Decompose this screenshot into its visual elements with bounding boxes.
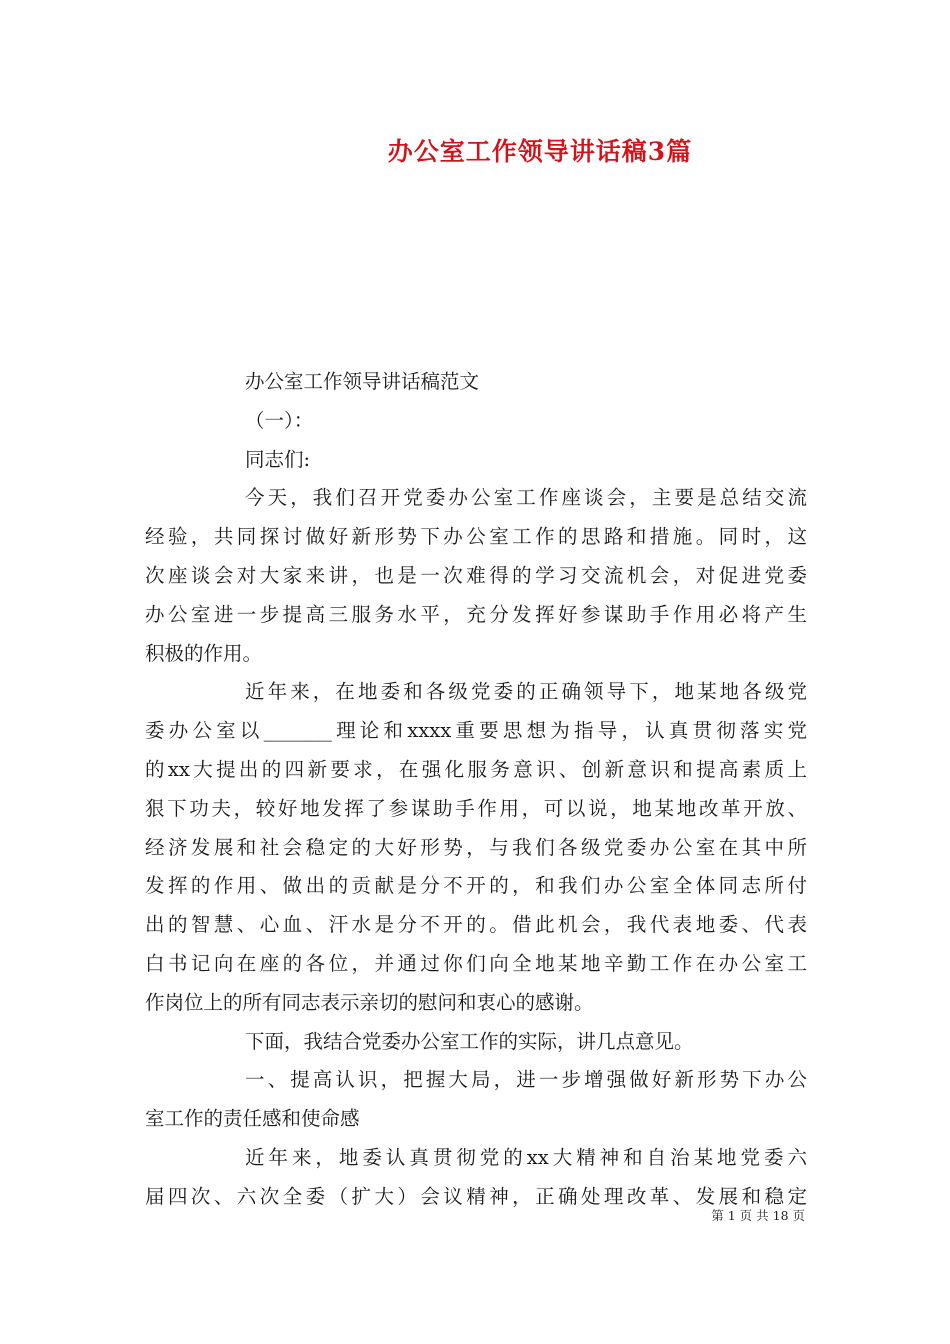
document-body	[145, 363, 807, 1217]
text-line: 今天，我们召开党委办公室工作座谈会，主要是总结交流	[245, 486, 807, 510]
text-line: 积极的作用。	[145, 641, 263, 665]
text-line: 出的智慧、心血、汗水是分不开的。借此机会，我代表地委、代表	[145, 913, 807, 937]
document-title: 办公室工作领导讲话稿3篇	[387, 137, 693, 166]
text-line: 届四次、六次全委（扩大）会议精神，正确处理改革、发展和稳定	[145, 1184, 807, 1208]
text-line: 办公室进一步提高三服务水平，充分发挥好参谋助手作用必将产生	[145, 602, 807, 626]
text-line: 近年来，地委认真贯彻党的xx大精神和自治某地党委六	[245, 1145, 807, 1169]
page-number: 第 1 页 共 18 页	[711, 1208, 805, 1223]
text-line: 下面，我结合党委办公室工作的实际，讲几点意见。	[245, 1029, 694, 1053]
section-mark: （一）：	[245, 408, 314, 432]
subtitle: 办公室工作领导讲话稿范文	[245, 370, 480, 393]
text-line: 狠下功夫，较好地发挥了参谋助手作用，可以说，地某地改革开放、	[145, 796, 807, 820]
salutation: 同志们:	[245, 447, 311, 471]
section-heading: 一、提高认识，把握大局，进一步增强做好新形势下办公	[245, 1068, 807, 1092]
text-line: 经验，共同探讨做好新形势下办公室工作的思路和措施。同时，这	[145, 525, 807, 549]
section-heading: 室工作的责任感和使命感	[145, 1107, 360, 1131]
text-line: 发挥的作用、做出的贡献是分不开的，和我们办公室全体同志所付	[145, 874, 807, 898]
text-line: 白书记向在座的各位，并通过你们向全地某地辛勤工作在办公室工	[145, 951, 807, 975]
text-line: 委办公室以_______理论和xxxx重要思想为指导，认真贯彻落实党	[145, 719, 807, 743]
text-line: 经济发展和社会稳定的大好形势，与我们各级党委办公室在其中所	[145, 835, 807, 859]
text-line: 的xx大提出的四新要求，在强化服务意识、创新意识和提高素质上	[145, 757, 807, 781]
text-line: 近年来，在地委和各级党委的正确领导下，地某地各级党	[245, 680, 807, 704]
text-line: 次座谈会对大家来讲，也是一次难得的学习交流机会，对促进党委	[145, 563, 807, 587]
text-line: 作岗位上的所有同志表示亲切的慰问和衷心的感谢。	[145, 990, 594, 1014]
